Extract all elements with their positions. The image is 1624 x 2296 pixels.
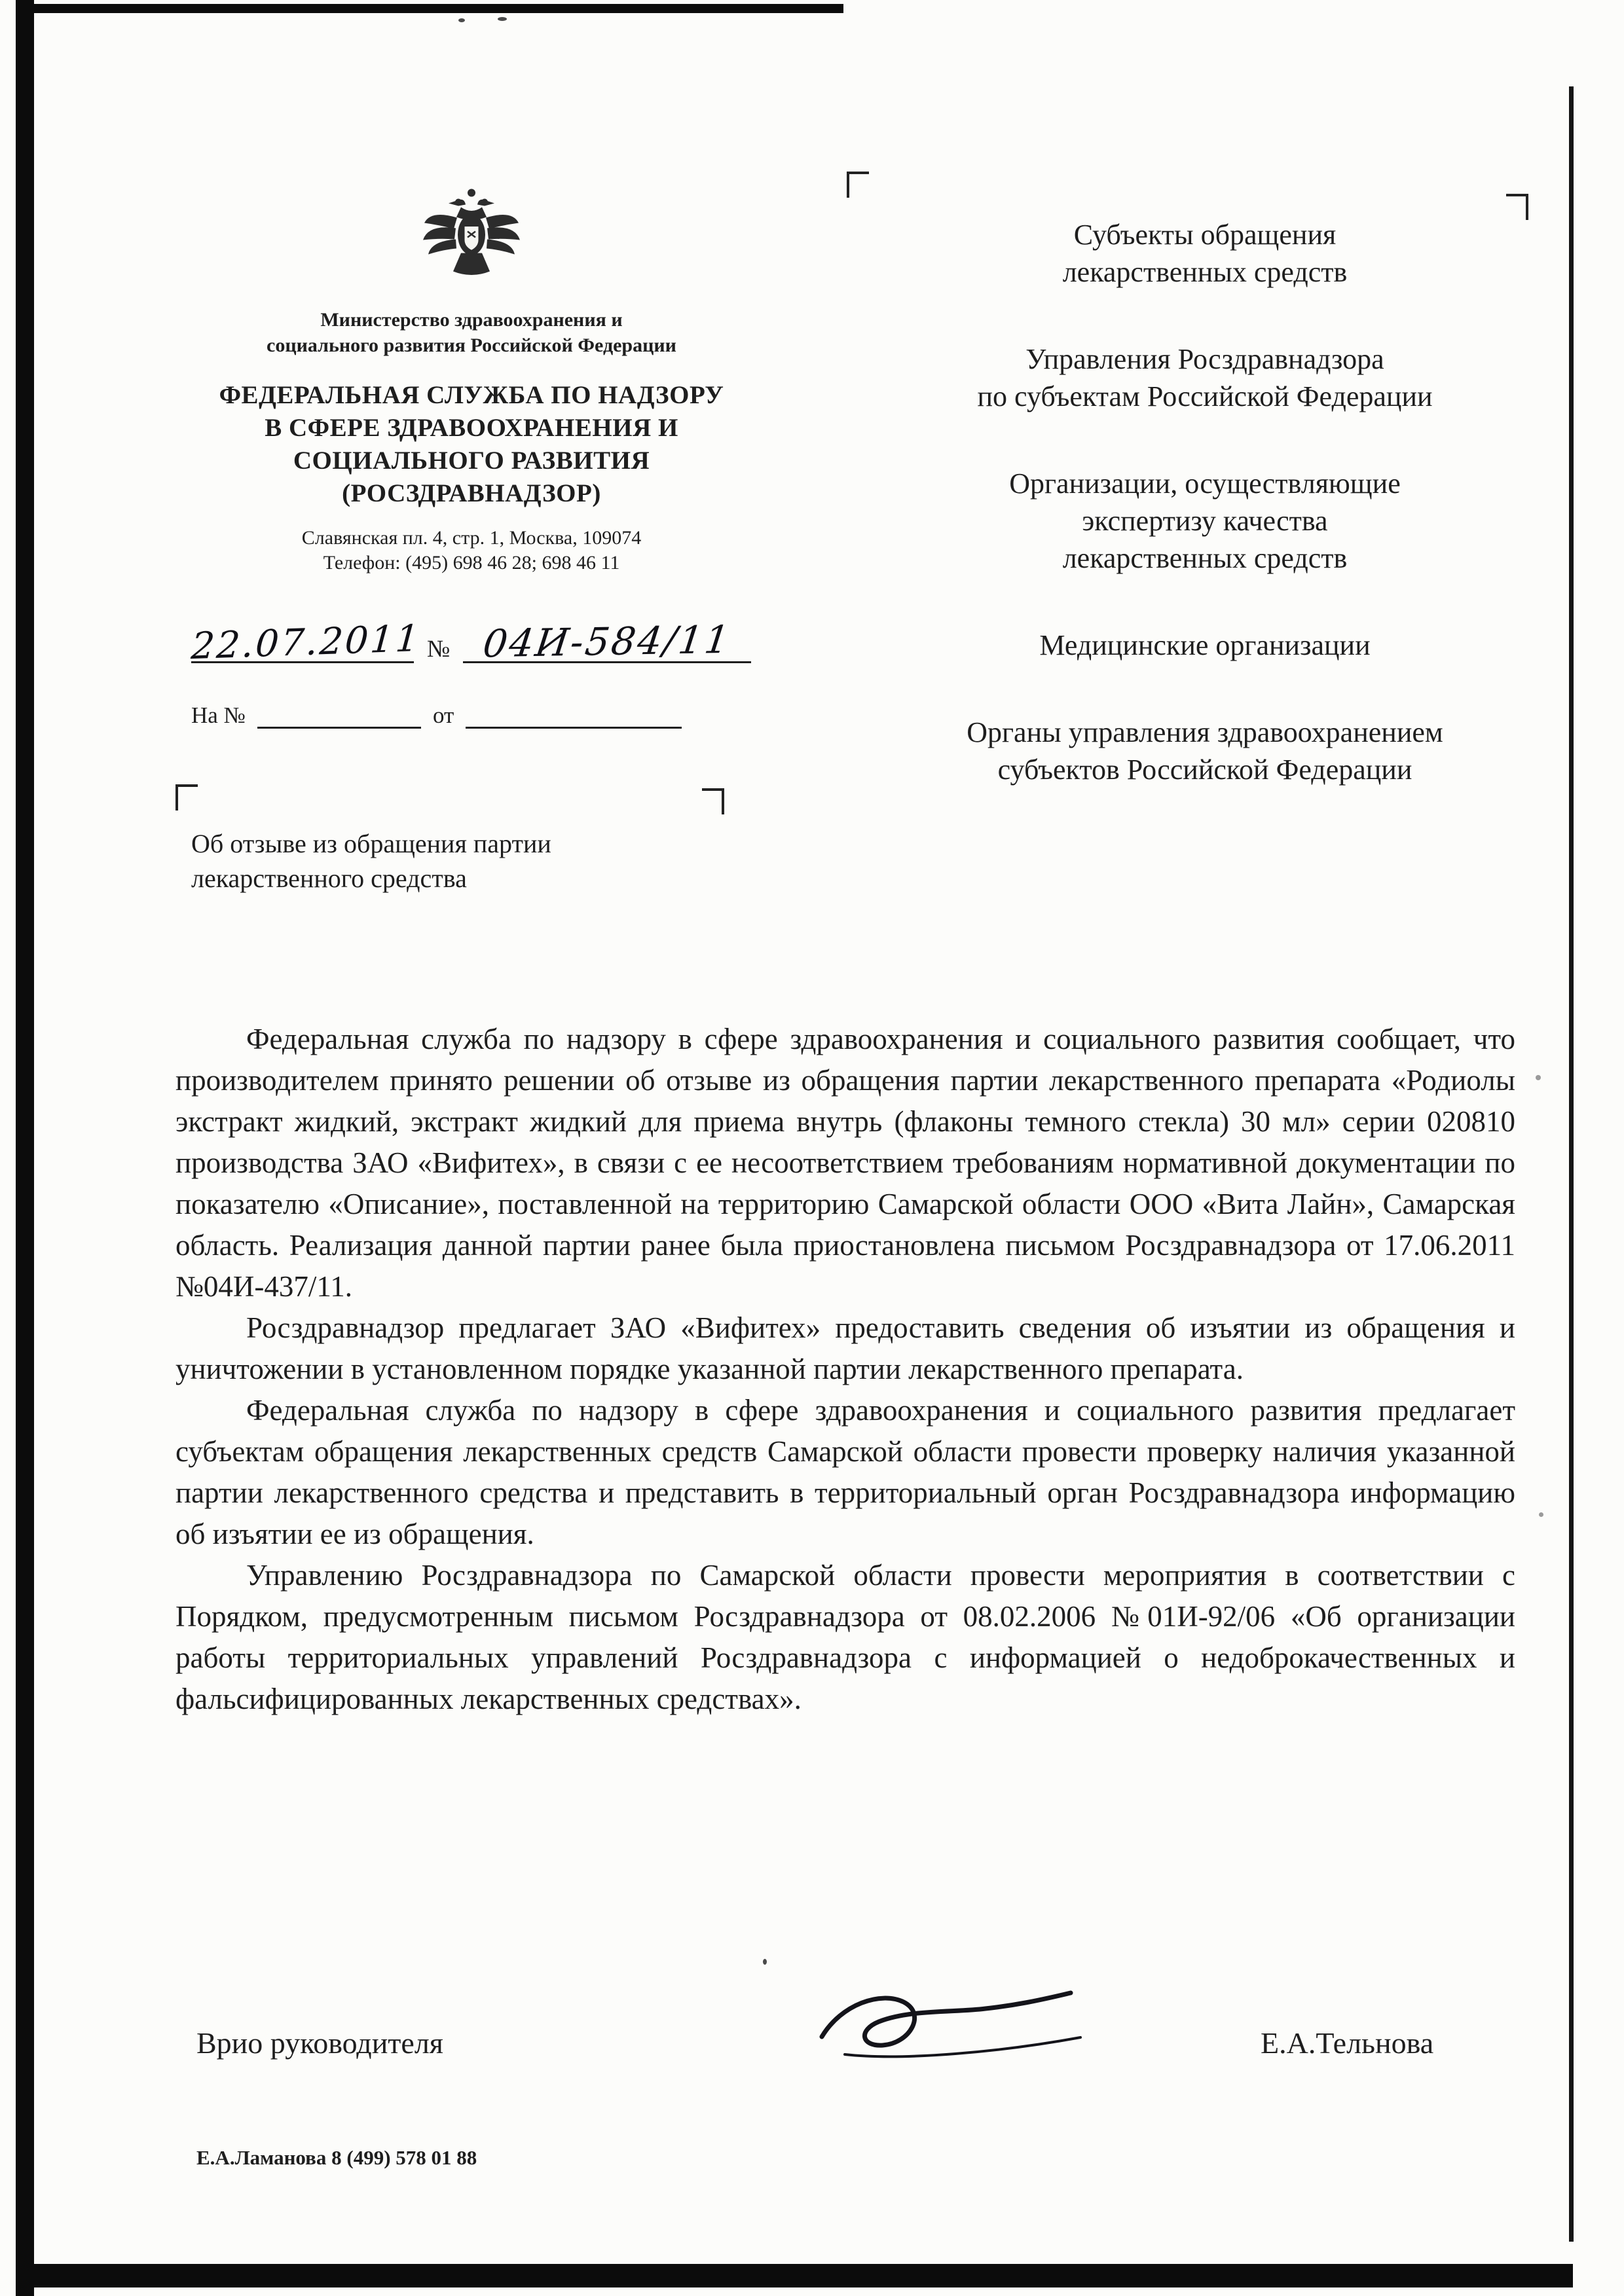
subject-line: Об отзыве из обращения партии	[191, 829, 551, 858]
ministry-line: Министерство здравоохранения и	[320, 309, 623, 331]
outgoing-number-row	[189, 617, 820, 668]
number-blank	[463, 617, 751, 666]
reference-block	[189, 617, 820, 729]
handwritten-date: 22.07.2011	[189, 617, 422, 668]
agency-address: Славянская пл. 4, стр. 1, Москва, 109074	[301, 527, 642, 549]
recipient-line: Медицинские организации	[1039, 629, 1371, 661]
body-paragraph: Управлению Росздравнадзора по Самарской области провести мероприятия в соответствии с Порядком, предусмотренным письмом Росздравнадзора от 08.02.2006 №01И-92/06 «Об организации работы территориальных управлений Росздравнадзора с информацией о недоброкачественных и фальсифицированных лекарственных средствах».	[175, 1559, 1515, 1715]
recipient-line: субъектов Российской Федерации	[997, 754, 1412, 786]
agency-line: В СФЕРЕ ЗДРАВООХРАНЕНИЯ И	[265, 414, 678, 442]
body-paragraph: Федеральная служба по надзору в сфере здравоохранения и социального развития предлагает субъектам обращения лекарственных средств Самарской области провести проверку наличия указанной партии лекарственного средства и представить в территориальный орган Росздравнадзора информацию об изъятии ее из обращения.	[175, 1394, 1515, 1550]
number-sign: №	[427, 636, 451, 663]
subject-line: лекарственного средства	[191, 864, 467, 893]
recipient-line: Органы управления здравоохранением	[967, 716, 1443, 748]
scan-speck	[458, 18, 465, 22]
recipient-line: лекарственных средств	[1062, 542, 1348, 574]
agency-phone: Телефон: (495) 698 46 28; 698 46 11	[323, 552, 620, 574]
scan-speck	[1539, 1512, 1543, 1517]
recipient-block	[858, 465, 1552, 577]
recipient-block	[858, 714, 1552, 788]
recipient-line: экспертизу качества	[1082, 505, 1328, 537]
signer-name: Е.А.Тельнова	[1261, 2026, 1434, 2060]
recipient-block	[858, 216, 1552, 291]
recipient-line: по субъектам Российской Федерации	[977, 380, 1433, 412]
agency-line: (РОСЗДРАВНАДЗОР)	[342, 479, 601, 507]
agency-line: СОЦИАЛЬНОГО РАЗВИТИЯ	[293, 446, 650, 475]
signer-position: Врио руководителя	[196, 2026, 443, 2060]
executor-contact: Е.А.Ламанова 8 (499) 578 01 88	[196, 2146, 477, 2169]
crop-mark-subject-left	[175, 784, 198, 811]
body-paragraph: Федеральная служба по надзору в сфере здравоохранения и социального развития сообщает, что производителем принято решении об отзыве из обращения партии лекарственного препарата «Родиолы экстракт жидкий, экстракт жидкий для приема внутрь (флаконы темного стекла) 30 мл» серии 020810 производства ЗАО «Вифитех», в связи с ее несоответствием требованиям нормативной документации по показателю «Описание», поставленной на территорию Самарской области ООО «Вита Лайн», Самарская область. Реализация данной партии ранее была приостановлена письмом Росздравнадзора от 17.06.2011 №04И-437/11.	[175, 1023, 1515, 1303]
scan-edge-right	[1569, 86, 1574, 2242]
agency-name	[183, 379, 760, 510]
reply-reference-row	[191, 702, 820, 729]
letter-body	[175, 1019, 1515, 1720]
reply-number-blank	[257, 727, 421, 729]
letter-subject	[191, 826, 728, 896]
body-paragraph: Росздравнадзор предлагает ЗАО «Вифитех» предоставить сведения об изъятии из обращения и уничтожении в установленном порядке указанной партии лекарственного препарата.	[175, 1311, 1515, 1385]
agency-line: ФЕДЕРАЛЬНАЯ СЛУЖБА ПО НАДЗОРУ	[219, 381, 724, 409]
recipient-line: Управления Росздравнадзора	[1025, 343, 1384, 375]
reply-to-label: На №	[191, 702, 246, 728]
recipients-list	[858, 216, 1552, 838]
crop-mark-subject-right	[702, 788, 724, 814]
date-blank	[189, 617, 422, 668]
scan-speck	[763, 1959, 767, 1965]
ministry-name	[183, 307, 760, 358]
scan-edge-bottom	[20, 2264, 1573, 2287]
handwritten-number: 04И-584/11	[481, 617, 734, 666]
recipient-block	[858, 340, 1552, 415]
ministry-line: социального развития Российской Федерации	[267, 335, 676, 356]
reply-date-blank	[466, 727, 682, 729]
scan-edge-top	[20, 4, 843, 13]
signature-scribble	[805, 1975, 1087, 2073]
scan-speck	[1536, 1075, 1541, 1080]
scan-speck	[498, 17, 507, 21]
recipient-line: лекарственных средств	[1062, 256, 1348, 288]
crop-mark-recipients-left	[847, 172, 869, 198]
scan-edge-left	[16, 0, 34, 2296]
recipient-block	[858, 627, 1552, 664]
recipient-line: Субъекты обращения	[1073, 219, 1337, 251]
letterhead	[183, 183, 760, 575]
coat-of-arms-emblem	[419, 183, 524, 298]
reply-from-label: от	[432, 702, 454, 728]
recipient-line: Организации, осуществляющие	[1009, 467, 1401, 500]
